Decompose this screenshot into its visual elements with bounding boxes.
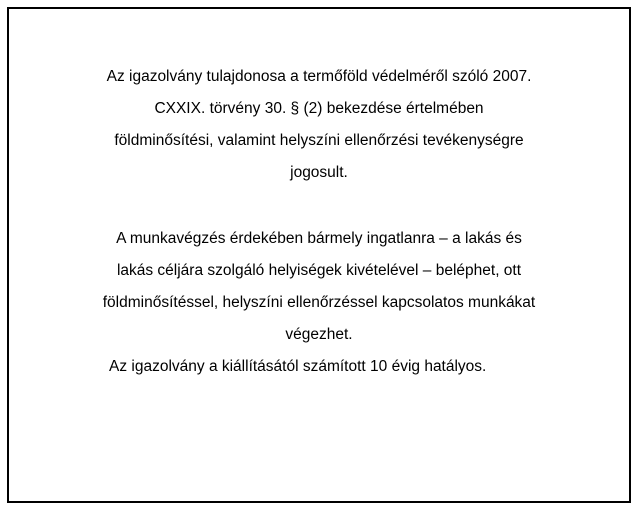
text-line: Az igazolvány tulajdonosa a termőföld védelméről szóló 2007.: [106, 68, 532, 85]
text-line: A munkavégzés érdekében bármely ingatlanra – a lakás és: [116, 230, 522, 247]
id-card-back: [7, 7, 631, 503]
text-line: földminősítési, valamint helyszíni ellenőrzési tevékenységre: [114, 132, 524, 149]
text-line: földminősítéssel, helyszíni ellenőrzéssel kapcsolatos munkákat: [102, 294, 536, 311]
text-line: CXXIX. törvény 30. § (2) bekezdése értelmében: [154, 100, 484, 117]
text-line: végezhet.: [285, 326, 353, 343]
text-line: jogosult.: [290, 164, 348, 181]
text-line: lakás céljára szolgáló helyiségek kivételével – beléphet, ott: [116, 262, 522, 279]
validity-statement: Az igazolvány a kiállításától számított 10 évig hatályos.: [109, 358, 487, 375]
